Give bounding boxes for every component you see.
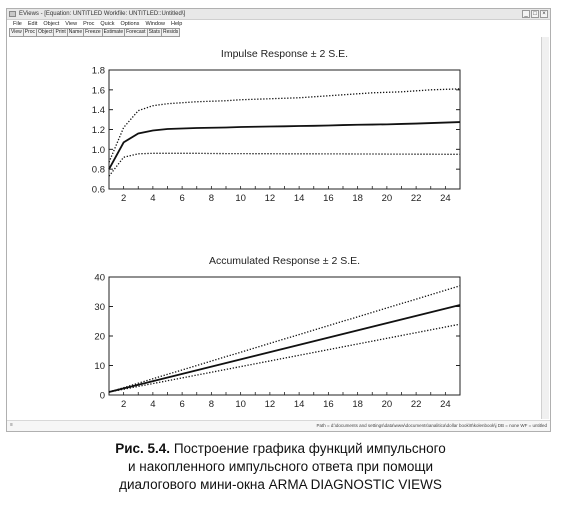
proc-button[interactable]: Proc [24,29,36,35]
x-tick-label: 12 [264,399,276,410]
x-tick-label: 18 [352,193,363,204]
y-tick-label: 0 [99,390,105,402]
resids-button[interactable]: Resids [162,29,179,35]
x-tick-label: 2 [120,193,127,204]
y-tick-label: 20 [94,331,105,343]
x-tick-label: 6 [179,399,185,410]
x-tick-label: 18 [352,399,363,410]
x-tick-label: 24 [440,399,451,410]
y-tick-label: 30 [94,302,105,313]
y-tick-label: 40 [94,272,105,284]
x-tick-label: 10 [235,399,246,410]
menu-quick[interactable]: Quick [100,21,115,27]
se-band-line [109,324,460,392]
x-tick-label: 8 [208,399,215,410]
status-path: Path = d:\documents and settings\data\www\documents\analitica\dollar book\8\kolenbook\j DB = none WF = untitled [316,423,547,428]
response-line [109,305,460,392]
y-tick-label: 10 [94,361,105,372]
x-tick-label: 16 [323,399,334,410]
chart-1 [92,48,460,204]
x-tick-label: 4 [150,399,156,410]
x-tick-label: 24 [440,193,451,204]
menu-edit[interactable]: Edit [27,21,38,27]
print-button[interactable]: Print [55,29,66,35]
menu-help[interactable]: Help [171,21,183,27]
y-tick-label: 0.6 [91,184,105,196]
status-grip-icon: ≡ [10,422,13,428]
menu-object[interactable]: Object [43,21,60,27]
x-tick-label: 20 [381,193,393,204]
chart-title: Impulse Response ± 2 S.E. [220,48,349,60]
x-tick-label: 10 [235,193,246,204]
maximize-icon[interactable]: □ [531,10,539,18]
window-title: EViews - [Equation: UNTITLED Workfile: UNTITLED::Untitled\] [19,11,186,17]
chart-2 [94,255,460,410]
x-tick-label: 2 [120,399,127,410]
x-tick-label: 4 [150,193,156,204]
menu-view[interactable]: View [65,21,78,27]
minimize-icon[interactable]: _ [522,10,530,18]
se-band-line [109,153,460,176]
x-tick-label: 12 [264,193,276,204]
caption-line-1: Построение графика функций импульсного [170,441,446,456]
caption-line-2: и накопленного импульсного ответа при помощи [127,459,434,474]
response-line [109,122,460,169]
name-button[interactable]: Name [68,29,83,35]
chart-title: Accumulated Response ± 2 S.E. [208,255,361,267]
y-tick-label: 1.4 [91,105,105,117]
caption-line-3: диалогового мини-окна ARMA DIAGNOSTIC VIEWS [119,477,442,492]
menu-window[interactable]: Window [145,21,165,27]
estimate-button[interactable]: Estimate [103,29,124,35]
y-tick-label: 1.2 [91,125,105,136]
forecast-button[interactable]: Forecast [126,29,146,35]
x-tick-label: 14 [293,193,305,204]
x-tick-label: 22 [410,193,422,204]
se-band-line [109,286,460,392]
menu-file[interactable]: File [13,21,22,27]
menu-proc[interactable]: Proc [83,21,95,27]
menu-options[interactable]: Options [120,21,140,27]
view-button[interactable]: View [11,29,22,35]
caption-label: Рис. 5.4. [115,441,171,456]
figure-caption [0,440,561,494]
x-tick-label: 16 [323,193,334,204]
y-tick-label: 1.0 [91,144,105,156]
close-icon[interactable]: × [540,10,548,18]
x-tick-label: 6 [179,193,185,204]
y-tick-label: 0.8 [91,164,105,176]
stats-button[interactable]: Stats [148,29,160,35]
x-tick-label: 22 [410,399,422,410]
x-tick-label: 8 [208,193,215,204]
freeze-button[interactable]: Freeze [85,29,101,35]
y-tick-label: 1.6 [91,85,105,97]
x-tick-label: 14 [293,399,305,410]
plot-frame [109,277,460,395]
object-button[interactable]: Object [38,29,53,35]
y-tick-label: 1.8 [91,65,105,77]
x-tick-label: 20 [381,399,393,410]
